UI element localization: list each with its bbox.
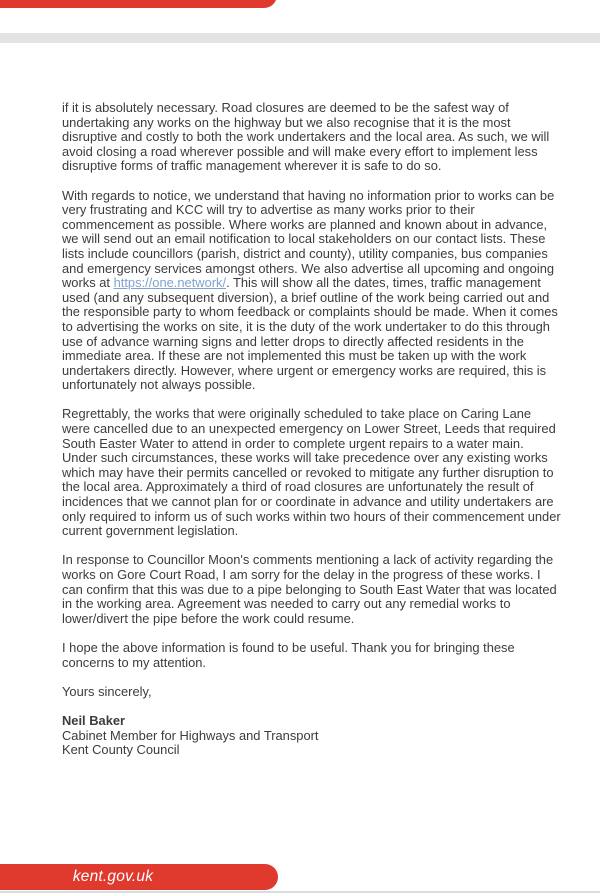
- letter-line: were cancelled due to an unexpected emergency on Lower Street, Leeds that required: [62, 421, 556, 437]
- page-bottom-edge: [0, 891, 600, 893]
- letter-line: disruptive forms of traffic management wherever it is safe to do so.: [62, 158, 442, 174]
- footer-site-label: kent.gov.uk: [72, 868, 154, 885]
- letter-line: Under such circumstances, these works will take precedence over any existing works: [62, 450, 548, 466]
- one-network-link[interactable]: https://one.network/: [113, 275, 227, 291]
- letter-line: use of advance warning signs and letter drops to directly affected residents in the: [62, 333, 524, 349]
- letter-line: we will send out an email notification to local stakeholders on our contact lists. These: [62, 231, 546, 247]
- letter-line: if it is absolutely necessary. Road closures are deemed to be the safest way of: [62, 100, 509, 115]
- letter-line: current government legislation.: [62, 523, 239, 539]
- letter-line: undertakers directly. However, where urgent or emergency works are required, this is: [62, 362, 547, 378]
- letter-line: avoid closing a road wherever possible and will make every effort to implement less: [62, 143, 538, 159]
- letter-line: lower/divert the pipe before the work could resume.: [62, 610, 355, 626]
- signature-name: Neil Baker: [62, 712, 126, 728]
- letter-line: works on Gore Court Road, I am sorry for the delay in the progress of these works. I: [62, 567, 541, 582]
- signature-organisation: Kent County Council: [62, 742, 180, 758]
- top-divider-strip: [0, 33, 600, 43]
- letter-line: works at https://one.network/. This will show all the dates, times, traffic management: [62, 275, 541, 291]
- letter-paragraph: [62, 641, 562, 670]
- letter-paragraph: [62, 407, 562, 538]
- letter-line: in the working area. Agreement was needed to carry out any remedial works to: [62, 596, 511, 612]
- letter-line: South Easter Water to attend in order to complete urgent repairs to a water main.: [62, 435, 524, 451]
- letter-line: I hope the above information is found to be useful. Thank you for bringing these: [62, 639, 515, 655]
- letter-line: undertaking any works on the highway but we also recognise that it is the most: [62, 114, 511, 130]
- letter-line: With regards to notice, we understand that having no information prior to works can be: [62, 187, 555, 203]
- letter-line: used (and any subsequent diversion), a brief outline of the work being carried out and: [62, 289, 550, 305]
- signature-role: Cabinet Member for Highways and Transport: [62, 727, 319, 743]
- letter-line: only required to inform us of such works within two hours of their commencement under: [62, 508, 561, 524]
- letter-line: to advertising the works on site, it is the duty of the work undertaker to do this through: [62, 318, 550, 334]
- letter-line: commencement as possible. Where works are planned and known about in advance,: [62, 216, 548, 232]
- footer-bar: [0, 864, 278, 890]
- letter-line: lists include councillors (parish, district and county), utility companies, bus companies: [62, 245, 548, 261]
- letter-line: the local area. Approximately a third of road closures are unfortunately the result of: [62, 479, 534, 495]
- letter-line: the responsible party to whom feedback or complaints should be made. When it comes: [62, 304, 558, 320]
- letter-line: Regrettably, the works that were originally scheduled to take place on Caring Lane: [62, 406, 532, 422]
- letter-line: unfortunately not always possible.: [62, 377, 256, 393]
- header-red-tab: [0, 0, 277, 8]
- letter-line: concerns to my attention.: [62, 654, 207, 670]
- letter-body: [62, 101, 562, 758]
- letter-paragraph: [62, 189, 562, 393]
- signature-block: [62, 714, 562, 758]
- letter-line: immediate area. If these are not implemented this must be taken up with the work: [62, 348, 527, 364]
- letter-paragraphs: [62, 101, 562, 670]
- letter-line: can confirm that this was due to a pipe belonging to South East Water that was located: [62, 581, 557, 597]
- letter-line: and emergency services amongst others. We also advertise all upcoming and ongoing: [62, 260, 555, 276]
- letter-paragraph: [62, 101, 562, 174]
- letter-line: which may have their permits cancelled or revoked to mitigate any further disruption to: [62, 464, 554, 480]
- letter-line: incidences that we cannot plan for or coordinate in advance and utility undertakers are: [62, 494, 554, 510]
- letter-paragraph: [62, 553, 562, 626]
- valediction: Yours sincerely,: [62, 683, 152, 699]
- letter-line: In response to Councillor Moon's comments mentioning a lack of activity regarding the: [62, 552, 554, 568]
- letter-line: disruptive and costly to both the work undertakers and the local area. As such, we will: [62, 129, 550, 145]
- letter-line: very frustrating and KCC will try to advertise as many works prior to their: [62, 202, 475, 218]
